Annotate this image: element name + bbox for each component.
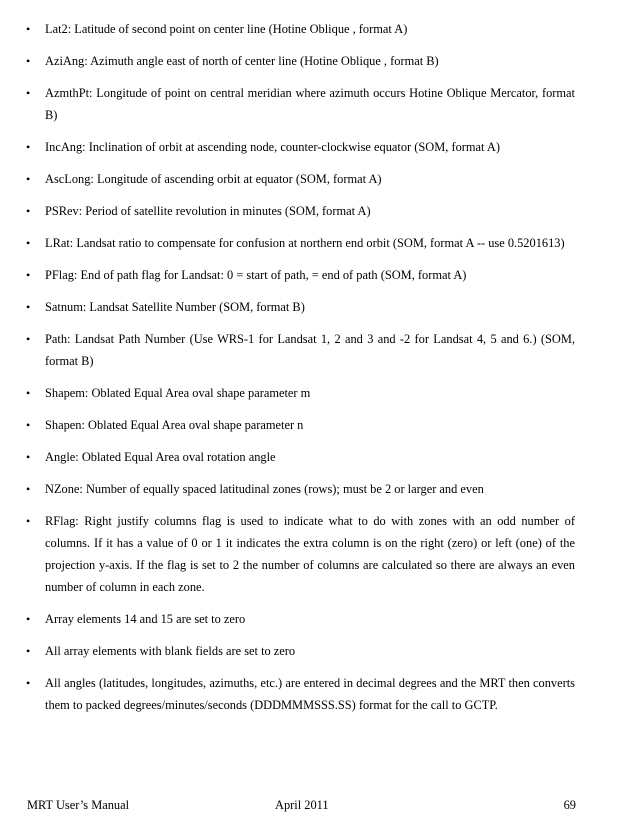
bullet-icon: • [26,482,31,496]
list-item-text: AscLong: Longitude of ascending orbit at equator (SOM, format A) [45,172,382,186]
bullet-icon: • [26,236,31,250]
bullet-icon: • [26,676,31,690]
parameter-bullet-list [0,18,617,726]
bullet-icon: • [26,300,31,314]
list-item [0,232,617,254]
list-item [0,328,617,372]
list-item [0,510,617,598]
list-item-text: Angle: Oblated Equal Area oval rotation angle [45,450,276,464]
bullet-icon: • [26,612,31,626]
list-item [0,264,617,286]
list-item [0,18,617,40]
list-item [0,672,617,716]
bullet-icon: • [26,386,31,400]
list-item-text: Satnum: Landsat Satellite Number (SOM, format B) [45,300,305,314]
list-item [0,168,617,190]
bullet-icon: • [26,450,31,464]
list-item-text: Shapen: Oblated Equal Area oval shape parameter n [45,418,304,432]
list-item [0,136,617,158]
page-number: 69 [563,798,576,812]
list-item-text: All angles (latitudes, longitudes, azimuths, etc.) are entered in decimal degrees and the MRT then converts them to packed degrees/minutes/seconds (DDDMMMSSS.SS) format for the call to GCTP. [45,676,575,712]
list-item-text: All array elements with blank fields are set to zero [45,644,296,658]
list-item-text: PFlag: End of path flag for Landsat: 0 = start of path, = end of path (SOM, format A) [45,268,467,282]
bullet-icon: • [26,204,31,218]
list-item-text: AzmthPt: Longitude of point on central meridian where azimuth occurs Hotine Oblique Mercator, format B) [45,86,575,122]
list-item-text: AziAng: Azimuth angle east of north of center line (Hotine Oblique , format B) [45,54,439,68]
list-item-text: RFlag: Right justify columns flag is used to indicate what to do with zones with an odd number of columns. If it has a value of 0 or 1 it indicates the extra column is on the right (zero) or left (one) of the projection y-axis. If the flag is set to 2 the number of columns are calculated so there are always an even number of column in each zone. [45,514,575,594]
bullet-icon: • [26,172,31,186]
list-item [0,296,617,318]
list-item [0,446,617,468]
list-item-text: Shapem: Oblated Equal Area oval shape parameter m [45,386,311,400]
bullet-icon: • [26,86,31,100]
bullet-icon: • [26,22,31,36]
list-item-text: Lat2: Latitude of second point on center line (Hotine Oblique , format A) [45,22,408,36]
list-item [0,82,617,126]
list-item [0,640,617,662]
bullet-icon: • [26,418,31,432]
footer-manual-title: MRT User’s Manual [27,798,130,812]
page-footer [27,796,576,814]
bullet-icon: • [26,268,31,282]
list-item-text: NZone: Number of equally spaced latitudinal zones (rows); must be 2 or larger and even [45,482,484,496]
list-item [0,200,617,222]
list-item-text: IncAng: Inclination of orbit at ascending node, counter-clockwise equator (SOM, format A) [45,140,500,154]
bullet-icon: • [26,140,31,154]
bullet-icon: • [26,54,31,68]
bullet-icon: • [26,332,31,346]
list-item [0,608,617,630]
footer-date: April 2011 [275,798,329,812]
list-item [0,478,617,500]
list-item-text: LRat: Landsat ratio to compensate for confusion at northern end orbit (SOM, format A -- use 0.5201613) [45,236,565,250]
bullet-icon: • [26,644,31,658]
list-item-text: Array elements 14 and 15 are set to zero [45,612,246,626]
list-item [0,50,617,72]
list-item-text: PSRev: Period of satellite revolution in minutes (SOM, format A) [45,204,371,218]
list-item [0,414,617,436]
list-item [0,382,617,404]
bullet-icon: • [26,514,31,528]
list-item-text: Path: Landsat Path Number (Use WRS-1 for Landsat 1, 2 and 3 and -2 for Landsat 4, 5 and 6.) (SOM, format B) [45,332,575,368]
